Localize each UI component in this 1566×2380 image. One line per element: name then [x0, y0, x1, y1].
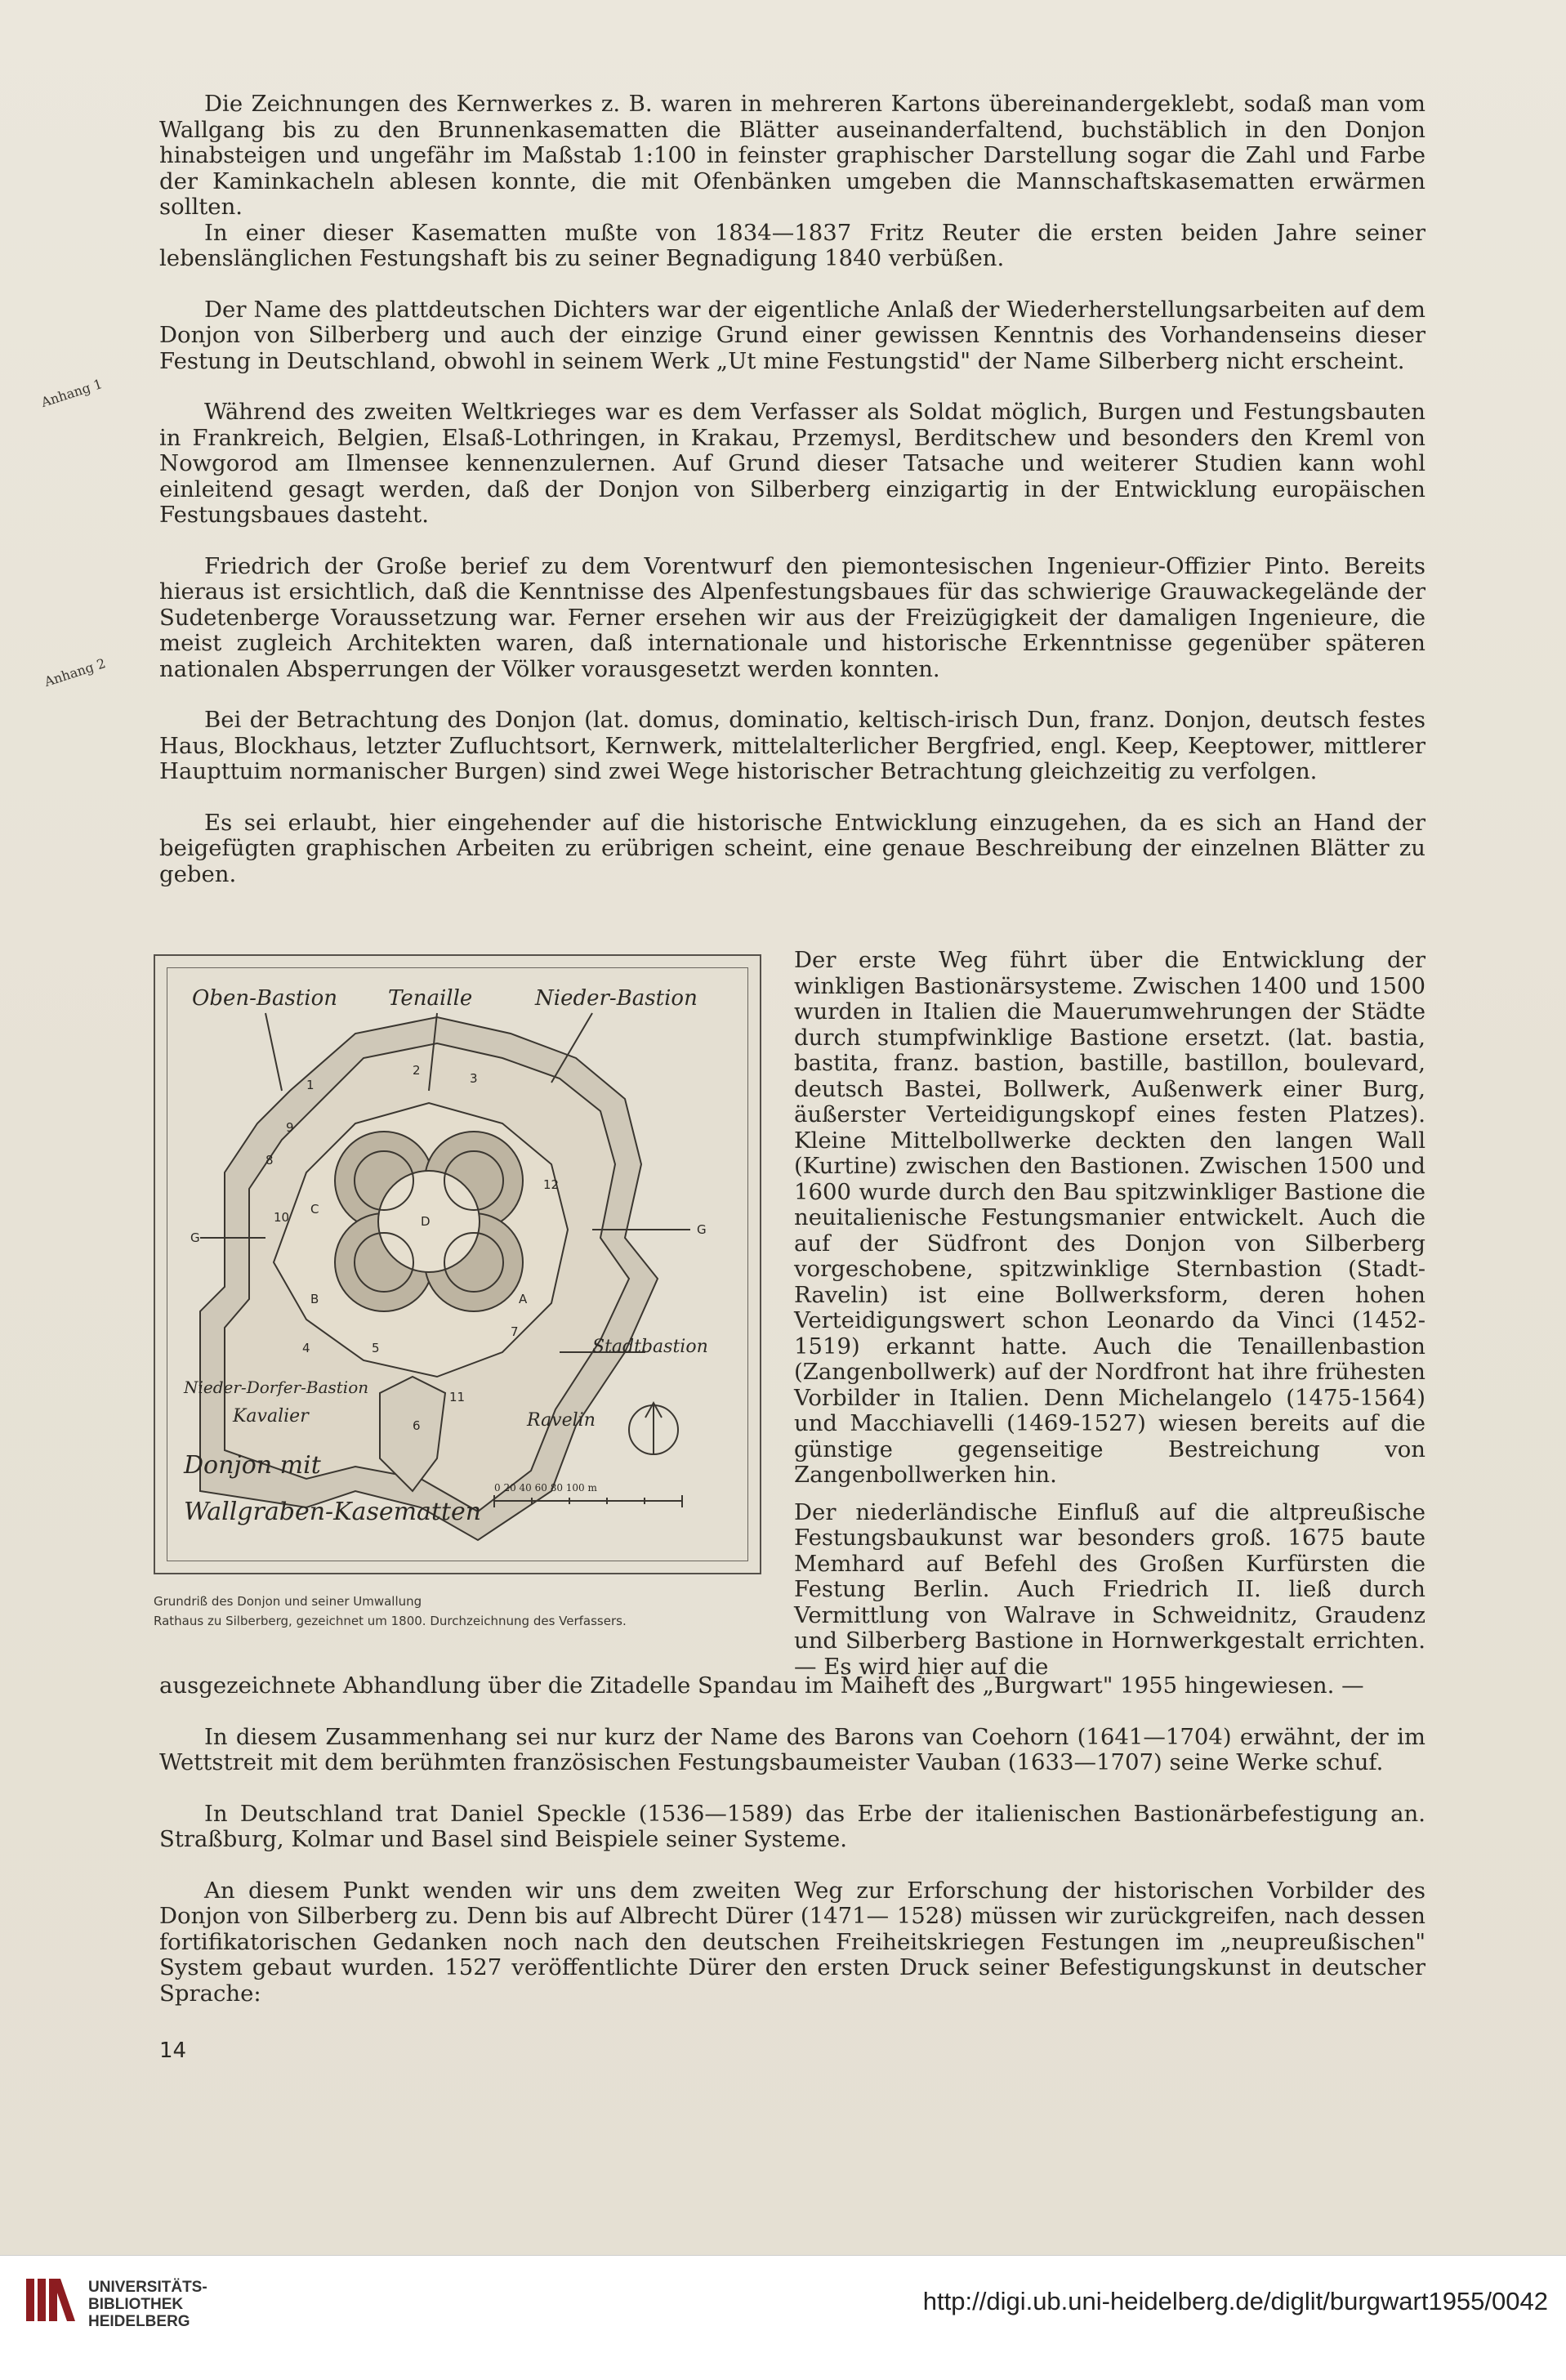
body-text-top	[159, 92, 1425, 887]
paragraph: In Deutschland trat Daniel Speckle (1536—1589) das Erbe der italienischen Bastionärbefestigung an. Straßburg, Kolmar und Basel sind Beispiele seiner Systeme.	[159, 1800, 1425, 1852]
caption-line: Grundriß des Donjon und seiner Umwallung	[154, 1594, 422, 1609]
library-name-line: BIBLIOTHEK	[88, 2296, 184, 2313]
paragraph: In diesem Zusammenhang sei nur kurz der Name des Barons van Coehorn (1641—1704) erwähnt, der im Wettstreit mit dem berühmten französischen Festungsbaumeister Vauban (1633—1707) seine Werke schuf.	[159, 1723, 1425, 1775]
right-column-text	[794, 948, 1425, 1680]
plan-number: 7	[511, 1324, 519, 1339]
paragraph: Der Name des plattdeutschen Dichters war der eigentliche Anlaß der Wiederherstellungsarbeiten auf dem Donjon von Silberberg und auch der einzige Grund einer gewissen Kenntnis des Vorhandenseins dieser Festung in Deutschland, obwohl in seinem Werk „Ut mine Festungstid" der Name Silberberg nicht erscheint.	[159, 296, 1425, 374]
plan-number: 10	[274, 1210, 290, 1225]
label-title-1: Donjon mit	[184, 1451, 321, 1480]
page-number: 14	[159, 2038, 187, 2063]
library-name-line: UNIVERSITÄTS-	[88, 2279, 207, 2296]
plan-number: 9	[286, 1120, 294, 1135]
margin-note-anhang-2: Anhang 2	[42, 655, 108, 690]
label-stadtbastion: Stadtbastion	[592, 1337, 708, 1357]
label-kavalier: Kavalier	[233, 1406, 309, 1427]
library-name-line: HEIDELBERG	[88, 2313, 190, 2330]
fortress-plan-drawing	[167, 968, 747, 1561]
label-nieder-dorfer-bastion: Nieder-Dorfer-Bastion	[184, 1378, 369, 1397]
margin-note-anhang-1: Anhang 1	[39, 376, 105, 411]
library-name	[88, 2279, 207, 2330]
label-title-2: Wallgraben-Kasematten	[184, 1498, 482, 1526]
body-text-bottom	[159, 1673, 1425, 2007]
paragraph: Der niederländische Einfluß auf die altpreußische Festungsbaukunst war besonders groß. 1675 baute Memhard auf Befehl des Großen Kurfürsten die Festung Berlin. Auch Friedrich II. ließ durch Vermittlung von Walrave in Schweidnitz, Graudenz und Silberberg Bastione in Hornwerkgestalt errichten. — Es wird hier auf die	[794, 1498, 1425, 1680]
label-tenaille: Tenaille	[388, 986, 473, 1011]
paragraph: An diesem Punkt wenden wir uns dem zweiten Weg zur Erforschung der historischen Vorbilder des Donjon von Silberberg zu. Denn bis auf Albrecht Dürer (1471— 1528) müssen wir zurückgreifen, nach dessen fortifikatorischen Gedanken noch nach den deutschen Freiheitskriegen Festungen im „neupreußischen" System gebaut wurden. 1527 veröffentlichte Dürer den ersten Druck seiner Befestigungskunst in deutscher Sprache:	[159, 1877, 1425, 2007]
plan-letter: G	[697, 1222, 707, 1237]
paragraph: Bei der Betrachtung des Donjon (lat. domus, dominatio, keltisch-irisch Dun, franz. Donjon, deutsch festes Haus, Blockhaus, letzter Zufluchtsort, Kernwerk, mittelalterlicher Bergfried, engl. Keep, Keeptower, mittlerer Haupttuim normanischer Burgen) sind zwei Wege historischer Betrachtung gleichzeitig zu verfolgen.	[159, 707, 1425, 784]
plan-number: 5	[372, 1341, 380, 1355]
plan-number: 8	[265, 1153, 274, 1168]
plan-letter: C	[310, 1202, 319, 1217]
donjon-plan-figure	[154, 954, 761, 1574]
plan-letter: G	[190, 1230, 200, 1245]
paragraph: Der erste Weg führt über die Entwicklung der winkligen Bastionärsysteme. Zwischen 1400 und 1500 wurden in Italien die Mauerumwehrungen der Städte durch stumpfwinklige Bastione ersetzt. (lat. bastia, bastita, franz. bastion, bastille, bastillon, boulevard, deutsch Bastei, Bollwerk, Außenwerk einer Burg, äußerster Verteidigungskopf eines festen Platzes). Kleine Mittelbollwerke deckten den langen Wall (Kurtine) zwischen den Bastionen. Zwischen 1500 und 1600 wurde durch den Bau spitzwinkliger Bastione die neuitalienische Festungsmanier entwickelt. Auch die auf der Südfront des Donjon von Silberberg vorgeschobene, spitzwinklige Sternbastion (Stadt-Ravelin) ist eine Bollwerksform, deren hohen Verteidigungswert schon Leonardo da Vinci (1452-1519) erkannt hatte. Auch die Tenaillenbastion (Zangenbollwerk) auf der Nordfront hat ihre frühesten Vorbilder in Italien. Denn Michelangelo (1475-1564) und Macchiavelli (1469-1527) wiesen bereits auf die günstige gegenseitige Bestreichung von Zangenbollwerken hin.	[794, 947, 1425, 1488]
continuation-line: ausgezeichnete Abhandlung über die Zitadelle Spandau im Maiheft des „Burgwart" 1955 hingewiesen. —	[159, 1672, 1364, 1699]
label-nieder-bastion: Nieder-Bastion	[535, 986, 698, 1011]
paragraph: Es sei erlaubt, hier eingehender auf die historische Entwicklung einzugehen, da es sich an Hand der beigefügten graphischen Arbeiten zu erübrigen scheint, eine genaue Beschreibung der einzelnen Blätter zu geben.	[159, 809, 1425, 887]
plan-number: 2	[413, 1063, 421, 1078]
plan-letter: A	[519, 1292, 528, 1306]
plan-number: 12	[543, 1177, 560, 1192]
plan-number: 6	[413, 1418, 421, 1433]
plan-number: 1	[306, 1078, 315, 1092]
digital-library-link[interactable]: http://digi.ub.uni-heidelberg.de/diglit/burgwart1955/0042	[922, 2287, 1548, 2315]
caption-line: Rathaus zu Silberberg, gezeichnet um 1800. Durchzeichnung des Verfassers.	[154, 1614, 627, 1628]
plan-number: 4	[302, 1341, 310, 1355]
label-oben-bastion: Oben-Bastion	[192, 986, 337, 1011]
plan-number: 11	[449, 1390, 466, 1404]
paragraph: In einer dieser Kasematten mußte von 1834—1837 Fritz Reuter die ersten beiden Jahre seiner lebenslänglichen Festungshaft bis zu seiner Begnadigung 1840 verbüßen.	[159, 219, 1425, 271]
paragraph: Friedrich der Große berief zu dem Vorentwurf den piemontesischen Ingenieur-Offizier Pinto. Bereits hieraus ist ersichtlich, daß die Kenntnisse des Alpenfestungsbaues für das schwierige Grauwackegelände der Sudetenberge Voraussetzung war. Ferner ersehen wir aus der Freizügigkeit der damaligen Ingenieure, die meist zugleich Architekten waren, daß internationale und historische Erkenntnisse gegenüber späteren nationalen Absperrungen der Völker vorausgesetzt werden konnten.	[159, 552, 1425, 682]
paragraph: Die Zeichnungen des Kernwerkes z. B. waren in mehreren Kartons übereinandergeklebt, sodaß man vom Wallgang bis zu den Brunnenkasematten die Blätter auseinanderfaltend, buchstäblich in den Donjon hinabsteigen und ungefähr im Maßstab 1:100 in feinster graphischer Darstellung sogar die Zahl und Farbe der Kaminkacheln ablesen konnte, die mit Ofenbänken umgeben die Mannschaftskasematten erwärmen sollten.	[159, 91, 1425, 220]
library-footer	[0, 2255, 1566, 2380]
plan-number: 3	[470, 1071, 478, 1086]
plan-letter: B	[310, 1292, 319, 1306]
label-ravelin: Ravelin	[527, 1410, 596, 1431]
figure-frame	[167, 967, 748, 1561]
plan-letter: D	[421, 1214, 431, 1229]
paragraph: Während des zweiten Weltkrieges war es dem Verfasser als Soldat möglich, Burgen und Festungsbauten in Frankreich, Belgien, Elsaß-Lothringen, in Krakau, Przemysl, Berditschew und besonders den Kreml von Nowgorod am Ilmensee kennenzulernen. Auf Grund dieser Tatsache und weiterer Studien kann wohl einleitend gesagt werden, daß der Donjon von Silberberg einzigartig in der Entwicklung europäischen Festungsbaues dasteht.	[159, 399, 1425, 528]
scale-label: 0 20 40 60 80 100 m	[494, 1482, 597, 1494]
university-library-logo-icon	[25, 2274, 77, 2326]
figure-caption	[154, 1592, 823, 1631]
